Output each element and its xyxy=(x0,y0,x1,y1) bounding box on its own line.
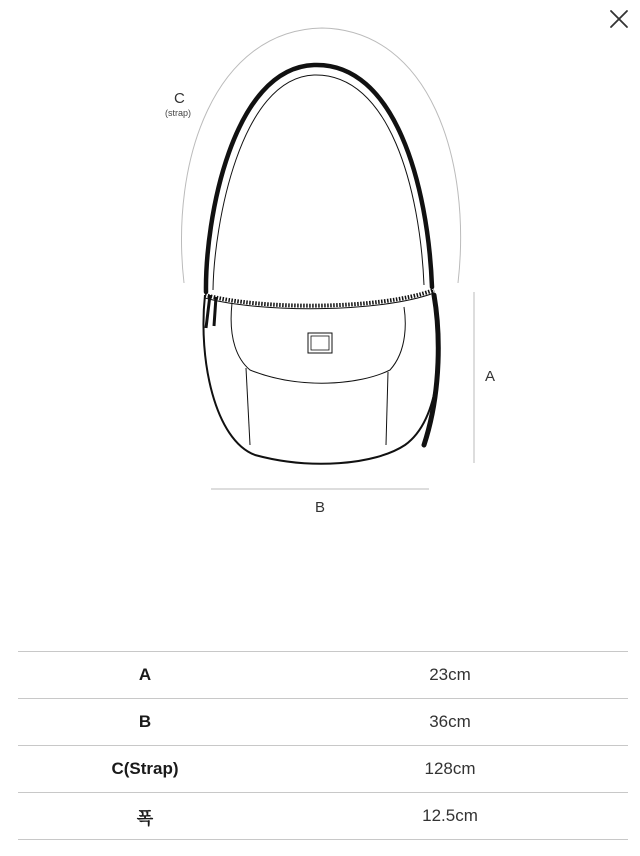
label-b: B xyxy=(315,499,326,516)
label-c-sub: (strap) xyxy=(165,108,192,118)
spec-key: A xyxy=(18,652,272,699)
bag-zipper xyxy=(205,290,434,306)
table-row xyxy=(18,652,628,699)
table-row xyxy=(18,699,628,746)
spec-value: 23cm xyxy=(272,652,628,699)
bag-strap xyxy=(206,65,432,292)
label-c: C xyxy=(174,90,185,107)
size-spec-table xyxy=(18,651,628,840)
right-strap-tail xyxy=(424,295,438,445)
label-a: A xyxy=(485,368,496,385)
spec-value: 12.5cm xyxy=(272,793,628,840)
spec-key: C(Strap) xyxy=(18,746,272,793)
spec-key: 폭 xyxy=(18,793,272,840)
spec-key: B xyxy=(18,699,272,746)
table-row xyxy=(18,793,628,840)
bag-body xyxy=(203,290,438,464)
front-pocket xyxy=(231,303,405,383)
spec-value: 128cm xyxy=(272,746,628,793)
spec-value: 36cm xyxy=(272,699,628,746)
table-row xyxy=(18,746,628,793)
